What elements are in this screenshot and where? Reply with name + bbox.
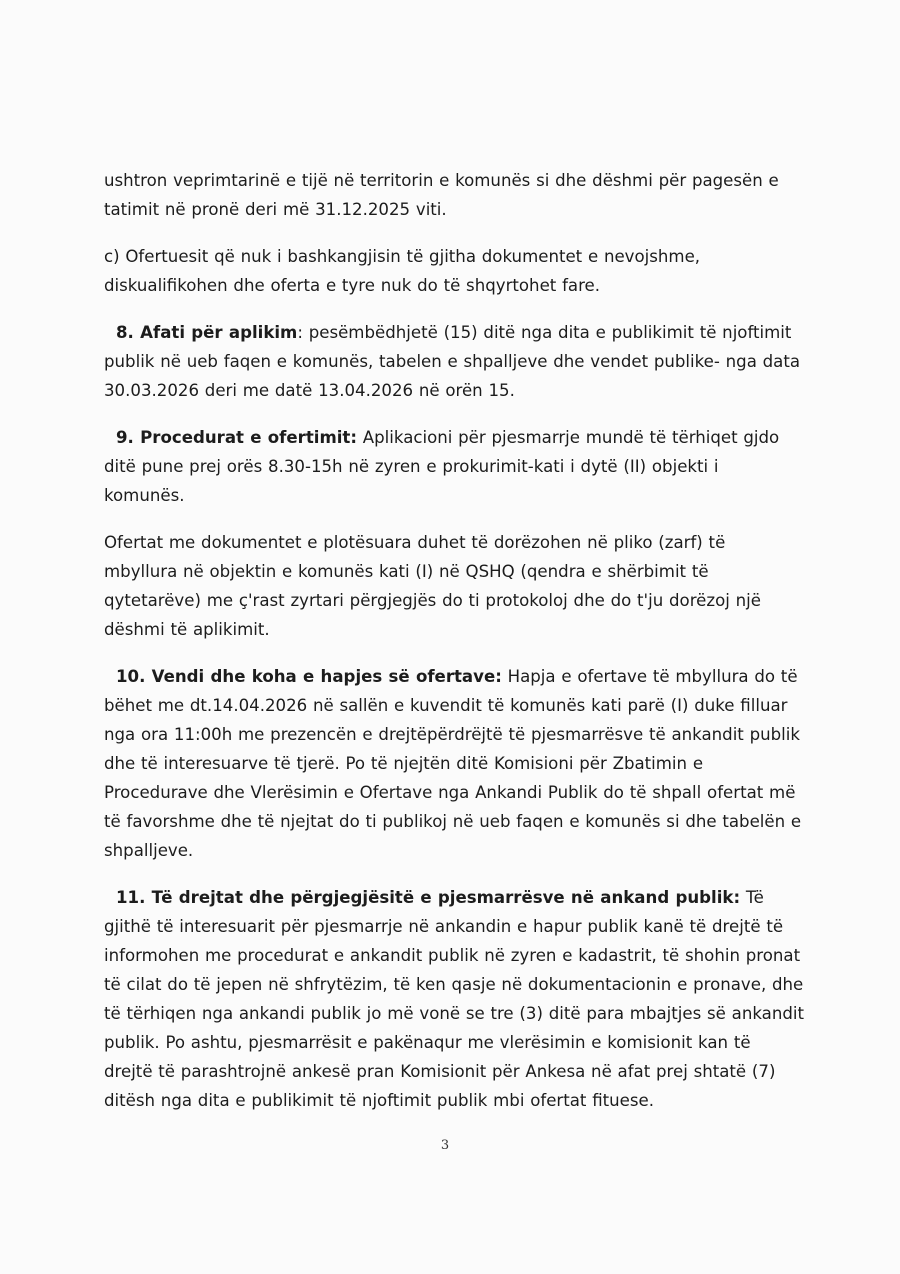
section-8-application-deadline bbox=[104, 318, 804, 405]
paragraph-disqualification: c) Ofertuesit që nuk i bashkangjisin të gjitha dokumentet e nevojshme, diskualifikohen dhe oferta e tyre nuk do të shqyrtohet fare. bbox=[104, 247, 701, 295]
page-number: 3 bbox=[440, 1138, 450, 1153]
section-10-opening-of-offers bbox=[104, 662, 804, 865]
paragraph-offer-submission: Ofertat me dokumentet e plotësuara duhet të dorëzohen në pliko (zarf) të mbyllura në objektin e komunës kati (I) në QSHQ (qendra e shërbimit të qytetarëve) me ç'rast zyrtari përgjegjës do ti protokoloj dhe do t'ju dorëzoj një dëshmi të aplikimit. bbox=[104, 533, 761, 639]
paragraph-tax-proof: ushtron veprimtarinë e tijë në territorin e komunës si dhe dëshmi për pagesën e tatimit në pronë deri më 31.12.2025 viti. bbox=[104, 171, 779, 219]
section-10-text: Hapja e ofertave të mbyllura do të bëhet me dt.14.04.2026 në sallën e kuvendit të komunës kati parë (I) duke filluar nga ora 11:00h me prezencën e drejtëpërdrëjtë të pjesmarrësve të ankandit publik dhe të interesuarve të tjerë. Po të njejtën ditë Komisioni për Zbatimin e Procedurave dhe Vlerësimin e Ofertave nga Ankandi Publik do të shpall ofertat më të favorshme dhe të njejtat do ti publikoj në ueb faqen e komunës si dhe tabelën e shpalljeve. bbox=[104, 667, 802, 860]
section-8-text: : pesëmbëdhjetë (15) ditë nga dita e publikimit të njoftimit publik në ueb faqen e komunës, tabelen e shpalljeve dhe vendet publike- nga data 30.03.2026 deri me datë 13.04.2026 në orën 15. bbox=[104, 323, 801, 400]
section-11-heading: 11. Të drejtat dhe përgjegjësitë e pjesmarrësve në ankand publik: bbox=[116, 888, 741, 907]
document-body bbox=[104, 166, 804, 1115]
section-11-participant-rights bbox=[104, 883, 804, 1115]
section-9-text: Aplikacioni për pjesmarrje mundë të tërhiqet gjdo ditë pune prej orës 8.30-15h në zyren e prokurimit-kati i dytë (II) objekti i komunës. bbox=[104, 428, 780, 505]
section-10-heading: 10. Vendi dhe koha e hapjes së ofertave: bbox=[116, 667, 502, 686]
section-11-text: Të gjithë të interesuarit për pjesmarrje në ankandin e hapur publik kanë të drejtë të informohen me procedurat e ankandit publik në zyren e kadastrit, të shohin pronat të cilat do të jepen në shfrytëzim, të ken qasje në dokumentacionin e pronave, dhe të tërhiqen nga ankandi publik jo më vonë se tre (3) ditë para mbajtjes së ankandit publik. Po ashtu, pjesmarrësit e pakënaqur me vlerësimin e komisionit kan të drejtë të parashtrojnë ankesë pran Komisionit për Ankesa në afat prej shtatë (7) ditësh nga dita e publikimit të njoftimit publik mbi ofertat fituese. bbox=[104, 888, 804, 1110]
section-8-heading: 8. Afati për aplikim bbox=[116, 323, 298, 342]
section-9-bidding-procedures bbox=[104, 423, 804, 510]
section-9-heading: 9. Procedurat e ofertimit: bbox=[116, 428, 357, 447]
